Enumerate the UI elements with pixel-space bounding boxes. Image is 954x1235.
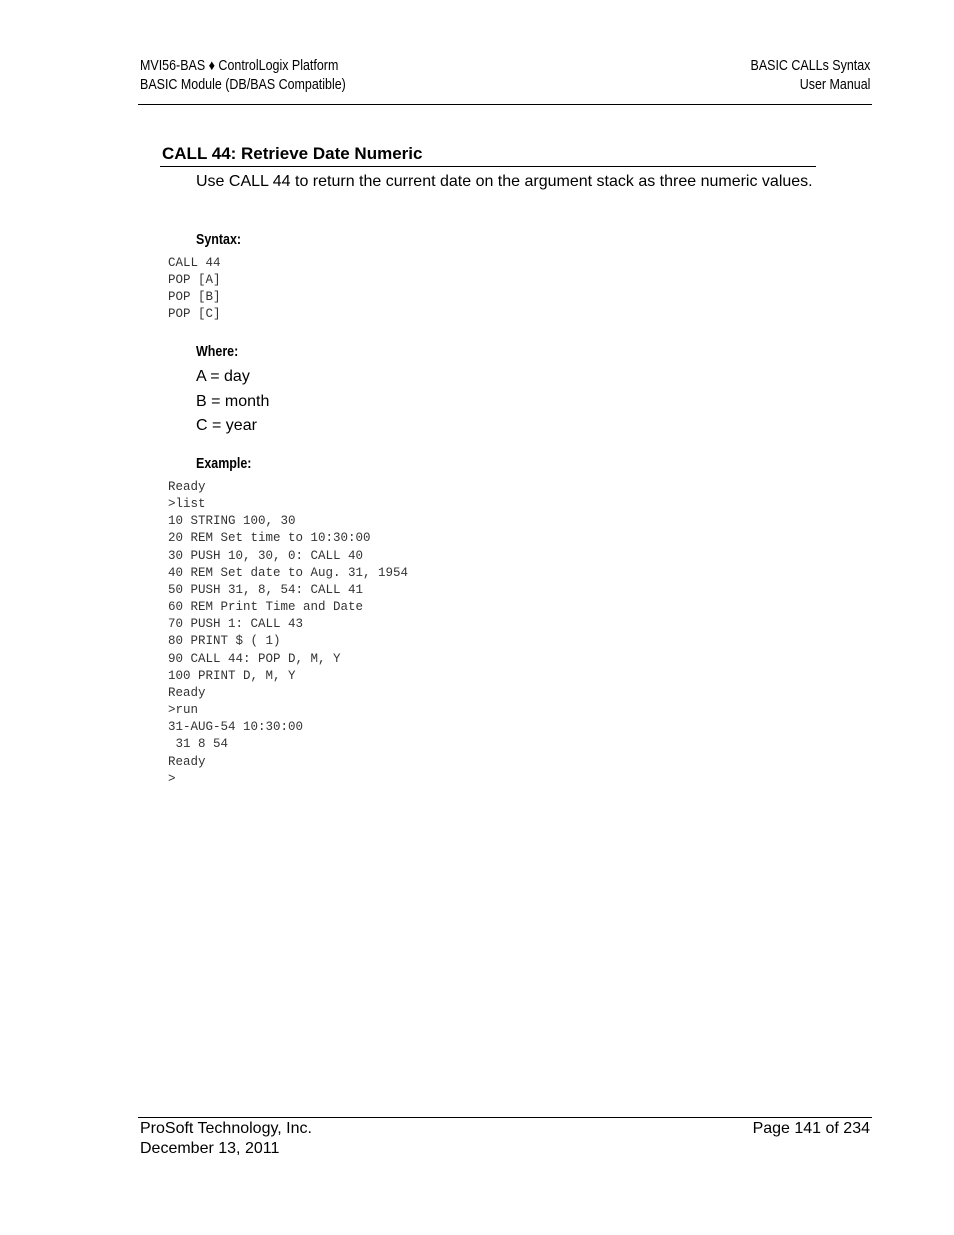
- syntax-heading: Syntax:: [196, 232, 242, 248]
- footer-divider: [138, 1117, 872, 1118]
- page-number: Page 141 of 234: [752, 1120, 870, 1137]
- chapter-name: BASIC CALLs Syntax: [750, 58, 870, 74]
- where-heading: Where:: [196, 344, 239, 360]
- header-right: [750, 57, 870, 95]
- header-divider: [138, 104, 872, 105]
- footer-left: [140, 1119, 312, 1158]
- section-intro: Use CALL 44 to return the current date on the argument stack as three numeric values.: [196, 173, 813, 190]
- where-item-c: C = year: [196, 417, 257, 434]
- example-heading: Example:: [196, 456, 252, 472]
- footer-date: December 13, 2011: [140, 1139, 280, 1157]
- title-divider: [160, 166, 816, 167]
- section-title: CALL 44: Retrieve Date Numeric: [162, 144, 423, 163]
- header-left: [140, 57, 346, 95]
- footer-company: ProSoft Technology, Inc.: [140, 1120, 312, 1137]
- where-item-a: A = day: [196, 368, 250, 385]
- where-item-b: B = month: [196, 392, 270, 410]
- document-type: User Manual: [799, 77, 870, 93]
- where-list: [196, 365, 269, 439]
- product-name: MVI56-BAS ♦ ControlLogix Platform: [140, 58, 339, 74]
- example-code-block: Ready >list 10 STRING 100, 30 20 REM Set time to 10:30:00 30 PUSH 10, 30, 0: CALL 40 40 REM Set date to Aug. 31, 1954 50 PUSH 31, 8, 54: CALL 41 60 REM Print Time and Date 70 PUSH 1: CALL 43 80 PRINT $ ( 1) 90 CALL 44: POP D, M, Y 100 PRINT D, M, Y Ready >run 31-AUG-54 10:30:00 31 8 54 Ready >: [168, 480, 409, 786]
- footer-right: [753, 1119, 870, 1139]
- product-subtitle: BASIC Module (DB/BAS Compatible): [140, 77, 346, 93]
- syntax-code-block: CALL 44 POP [A] POP [B] POP [C]: [168, 256, 221, 322]
